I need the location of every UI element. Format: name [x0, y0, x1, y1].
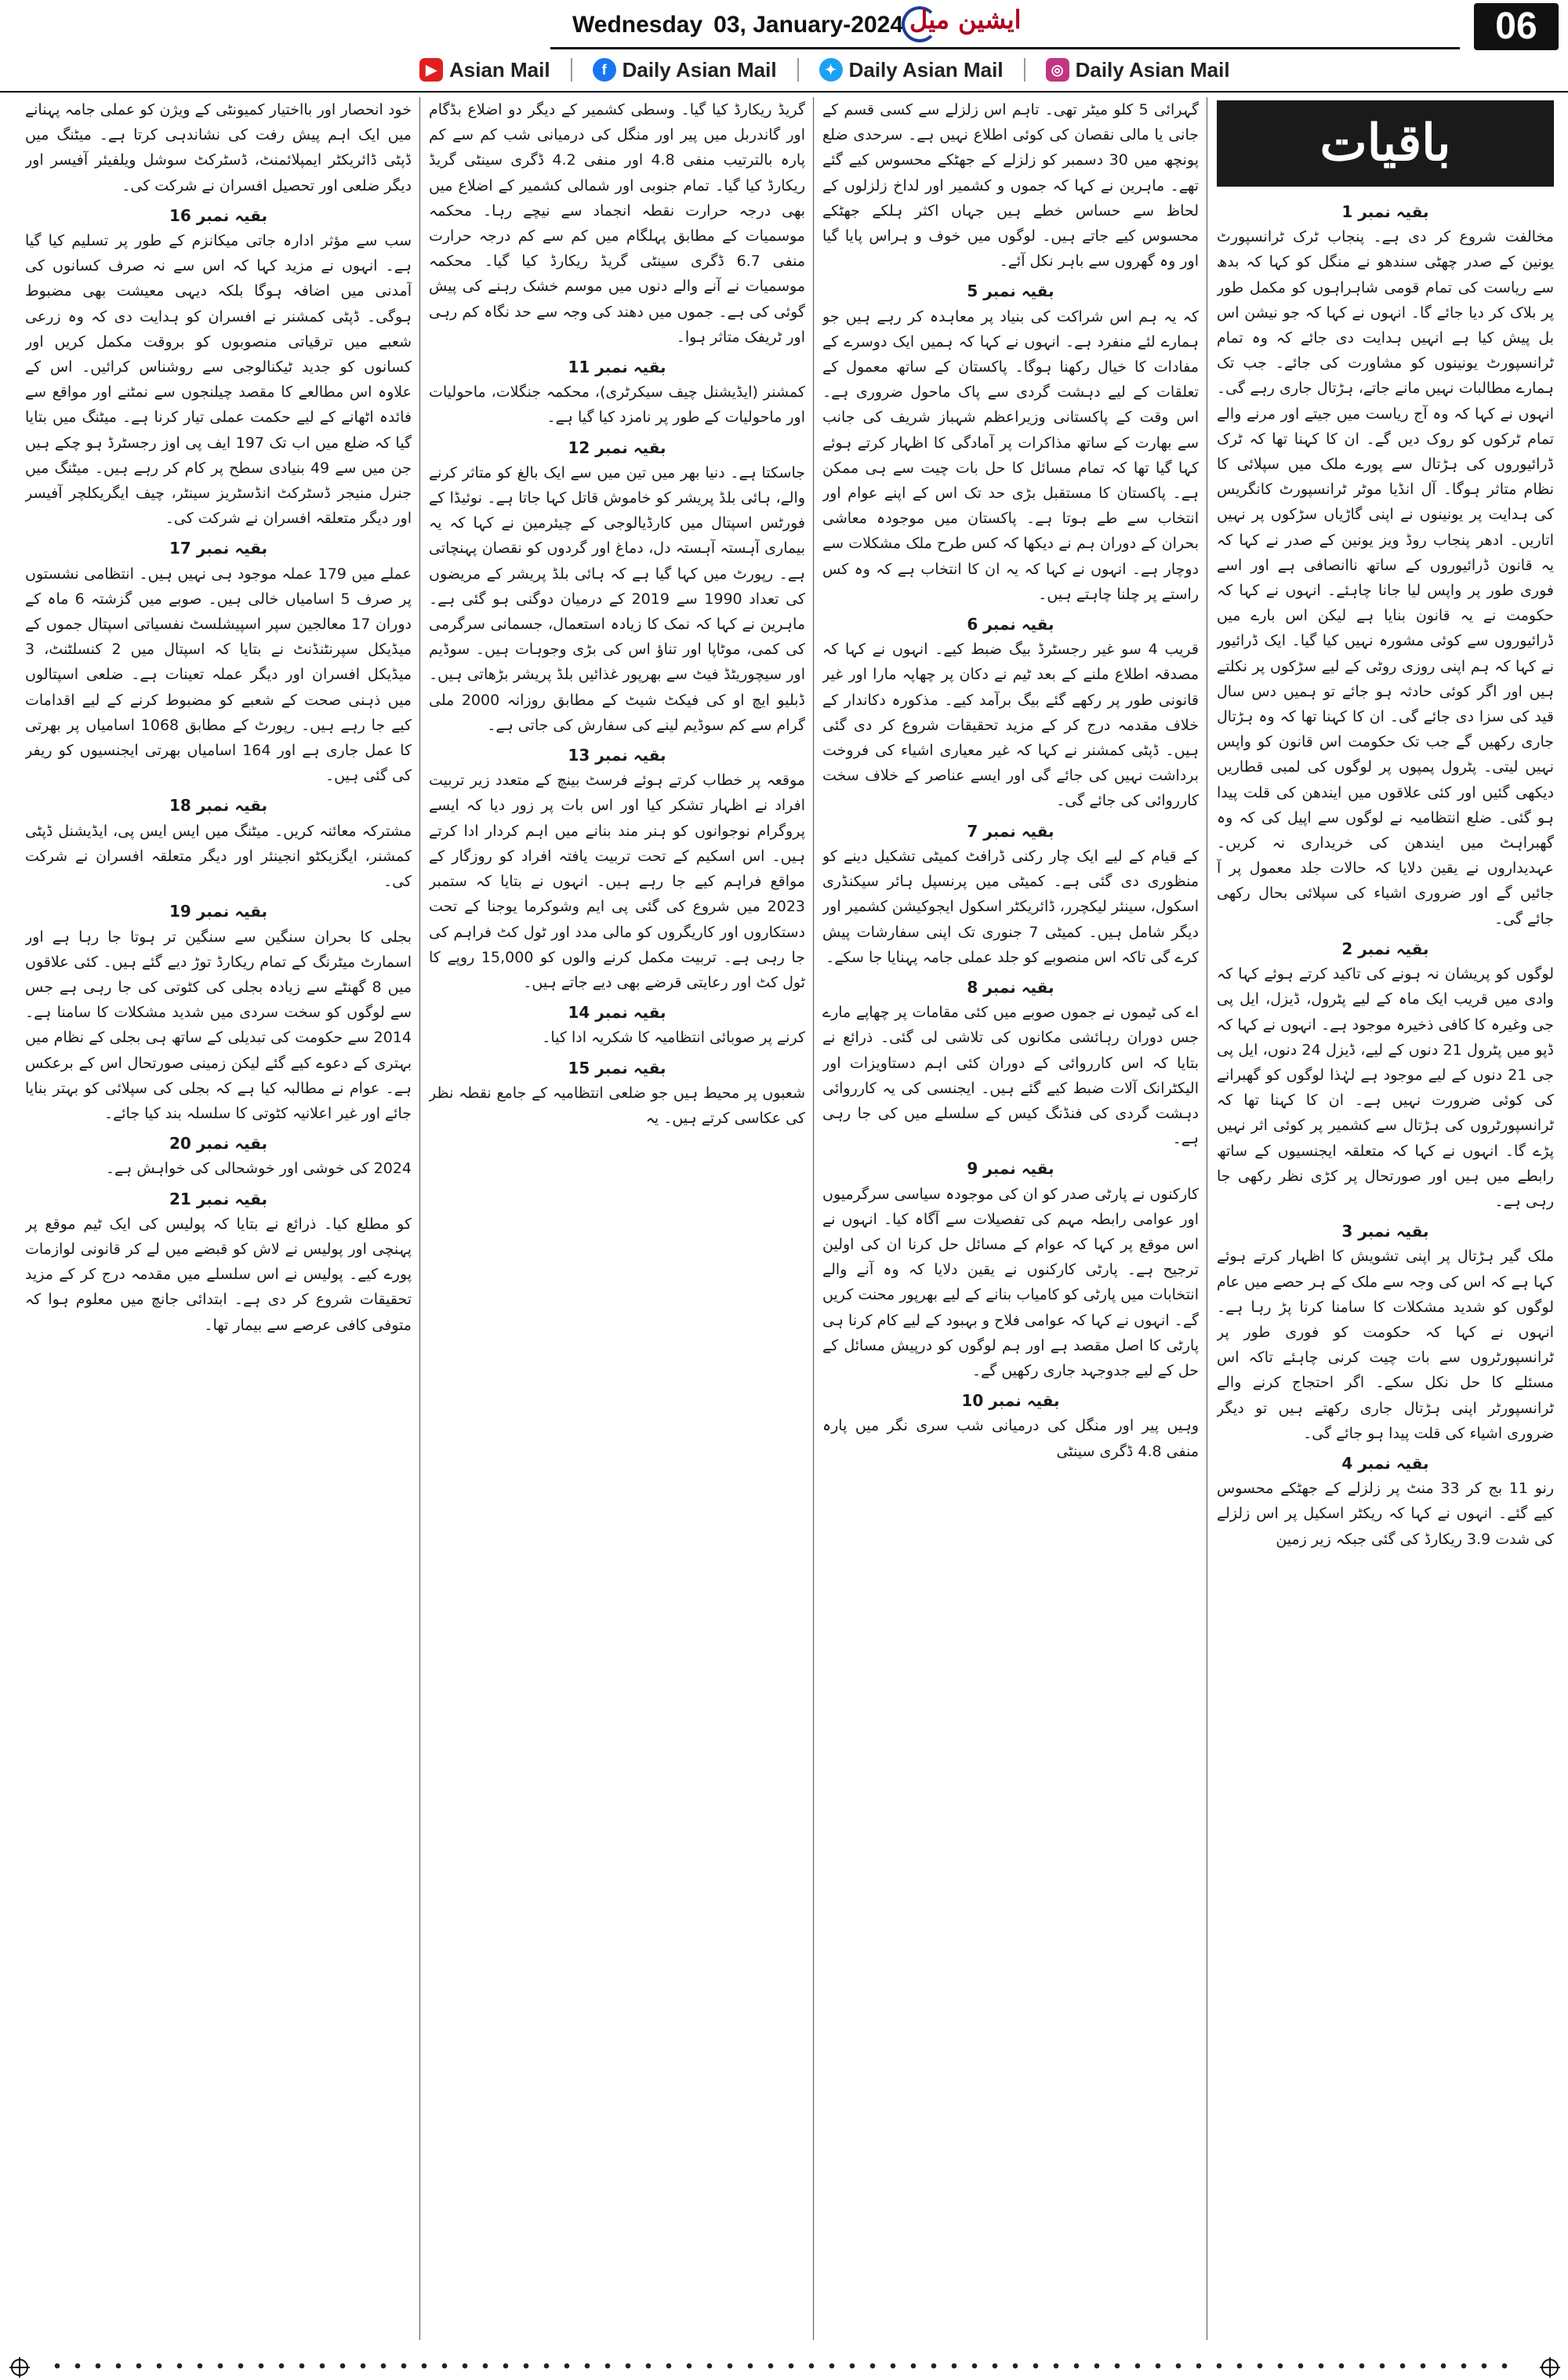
- continuation-heading: بقیہ نمبر 6: [967, 615, 1054, 634]
- continuation-heading: بقیہ نمبر 14: [568, 1003, 666, 1023]
- social-label: Daily Asian Mail: [1075, 57, 1230, 82]
- issue-date-value: 03, January-2024: [713, 12, 904, 38]
- continuation-heading: بقیہ نمبر 21: [169, 1189, 268, 1208]
- page-content: [17, 97, 1554, 2340]
- continuation-text: مشترکہ معائنہ کریں۔ میٹنگ میں ایس ایس پی، ایڈیشنل ڈپٹی کمشنر، ایگزیکٹو انجینئر اور دیگر متعلقہ افسران نے شرکت کی۔: [25, 822, 412, 891]
- social-label: Asian Mail: [449, 57, 550, 82]
- print-footer: [0, 2353, 1568, 2380]
- column-divider: [813, 97, 814, 2340]
- divider: [571, 58, 572, 82]
- continuation-text: اے کی ٹیموں نے جموں صوبے میں کئی مقامات پر چھاپے مارے جس دوران رہائشی مکانوں کی تلاشی لی گئی۔ ذرائع نے بتایا کہ اس کارروائی کے دوران کئی اہم دستاویزات اور الیکٹرانک آلات ضبط کیے گئے ہیں۔ ایجنسی کی یہ کارروائی دہشت گردی کی فنڈنگ کیس کے سلسلے میں کی جا رہی ہے۔: [822, 1004, 1199, 1148]
- continuation-text: مخالفت شروع کر دی ہے۔ پنجاب ٹرک ٹرانسپورٹ یونین کے صدر چھٹی سندھو نے منگل کو کہا کہ بدھ سے ریاست کی تمام قومی شاہراہوں کو مکمل طور پر بلاک کر دیا جائے گا۔ انہوں نے کہا کہ جو نیشن اس بل پیش کیا ہے انہیں ہدایت دی جائے کہ وہ تمام ٹرانسپورٹ یونینوں کو مشاورت کی جائے۔ جب تک ہمارے مطالبات نہیں مانے جاتے، ہڑتال جاری رہے گی۔ انہوں نے کہا کہ وہ آج ریاست میں جیتے اور مرنے والے تمام ٹرکوں کو روک دیں گے۔ ان کا کہنا تھا کہ ٹرک ڈرائیوروں کی ہڑتال سے پورے ملک میں سپلائی کا نظام متاثر ہوگا۔ آل انڈیا موٹر ٹرانسپورٹ کانگریس کی ہدایت پر یونینوں نے اپنی گاڑیاں سڑکوں پر نہیں اتاریں۔ ادھر پنجاب روڈ ویز یونین کے صدر نے کہا کہ یہ قانون ڈرائیوروں کے ساتھ ناانصافی ہے اور اسے فوری طور پر واپس لیا جانا چاہئے۔ انہوں نے کہا کہ حکومت نے یہ قانون بنایا ہے لیکن اس بارے میں ڈرائیوروں سے کوئی مشورہ نہیں کیا گیا۔ ایک ڈرائیور نے کہا کہ ہم اپنی روزی روٹی کے لیے سڑکوں پر نکلتے ہیں اور اگر کوئی حادثہ ہو جائے تو ہمیں دس سال قید کی سزا دی جائے گی۔ ان کا کہنا تھا کہ وہ ہڑتال جاری رکھیں گے جب تک حکومت اس قانون کو واپس نہیں لیتی۔ پٹرول پمپوں پر لوگوں کی لمبی قطاریں دیکھی گئیں اور کئی علاقوں میں ایندھن کی قلت پیدا ہو گئی۔ ضلع انتظامیہ نے لوگوں سے اپیل کی کہ وہ گھبراہٹ میں ایندھن کی خریداری نہ کریں۔ عہدیداروں نے یقین دلایا کہ حالات جلد معمول پر آ جائیں گے اور ضروری اشیاء کی سپلائی بحال رکھی جائے گی۔: [1217, 228, 1554, 928]
- continuation-text: کارکنوں نے پارٹی صدر کو ان کی موجودہ سیاسی سرگرمیوں اور عوامی رابطہ مہم کی تفصیلات سے آگاہ کیا۔ انہوں نے اس موقع پر کہا کہ عوام کے مسائل حل کرنا ان کی اولین ترجیح ہے۔ پارٹی کارکنوں نے یقین دلایا کہ وہ آنے والے انتخابات میں پارٹی کو کامیاب بنانے کے لیے بھرپور محنت کریں گے۔ انہوں نے کہا کہ عوامی فلاح و بہبود کے لیے کام کرنا ہی پارٹی کا اصل مقصد ہے اور ہم لوگوں کو درپیش مسائل کے حل کے لیے جدوجہد جاری رکھیں گے۔: [822, 1185, 1199, 1379]
- youtube-icon: ▶: [419, 58, 443, 82]
- facebook-icon: f: [593, 58, 616, 82]
- continuation-text: ملک گیر ہڑتال پر اپنی تشویش کا اظہار کرتے ہوئے کہا ہے کہ اس کی وجہ سے ملک کے ہر حصے میں عام لوگوں کو شدید مشکلات کا سامنا کرنا پڑ رہا ہے۔ انہوں نے کہا کہ حکومت کو فوری طور پر ٹرانسپورٹروں سے بات چیت کرنی چاہئے تاکہ اس مسئلے کا حل نکل سکے۔ اگر احتجاج کرنے والے ٹرانسپورٹر اپنی ہڑتال جاری رکھتے ہیں تو دیگر ضروری اشیاء کی قلت پیدا ہو جائے گی۔: [1217, 1248, 1554, 1442]
- continuation-heading: بقیہ نمبر 19: [169, 902, 268, 921]
- continuation-text: جاسکتا ہے۔ دنیا بھر میں تین میں سے ایک بالغ کو متاثر کرنے والے، ہائی بلڈ پریشر کو خاموش قاتل کہا جاتا ہے۔ نوئیڈا کے فورٹس اسپتال میں کارڈیالوجی کے چیئرمین نے کہا کہ یہ بیماری آہستہ آہستہ دل، دماغ اور گردوں کو نقصان پہنچاتی ہے۔ رپورٹ میں کہا گیا ہے کہ ہائی بلڈ پریشر کے مریضوں کی تعداد 1990 سے 2019 کے درمیان دوگنی ہو گئی ہے۔ ماہرین نے کہا کہ نمک کا زیادہ استعمال، جسمانی سرگرمی کی کمی، موٹاپا اور تناؤ اس کی بڑی وجوہات ہیں۔ سوڈیم اور سیچوریٹڈ فیٹ سے بھرپور غذائیں بلڈ پریشر بڑھاتی ہیں۔ ڈبلیو ایچ او کی فیکٹ شیٹ کے مطابق روزانہ 2000 ملی گرام سے کم سوڈیم لینے کی سفارش کی جاتی ہے۔: [429, 463, 805, 734]
- continuation-text: رنو 11 بج کر 33 منٹ پر زلزلے کے جھٹکے محسوس کیے گئے۔ انہوں نے کہا کہ ریکٹر اسکیل پر اس زلزلے کی شدت 3.9 ریکارڈ کی گئی جبکہ زیر زمین: [1217, 1480, 1554, 1548]
- continuation-text: عملے میں 179 عملہ موجود ہی نہیں ہیں۔ انتظامی نشستوں پر صرف 5 اسامیاں خالی ہیں۔ صوبے میں گزشتہ 6 ماہ کے دوران 17 معالجین سپر اسپیشلسٹ نفسیاتی اسپتال جموں کے میڈیکل سپرنٹنڈنٹ نے بتایا کہ اسپتال میں 2 کنسلٹنٹ، 3 میڈیکل افسران اور دیگر عملہ تعینات ہے۔ ضلعی اسپتالوں میں ذہنی صحت کے شعبے کو مضبوط کرنے کے لیے اقدامات کیے جا رہے ہیں۔ رپورٹ کے مطابق 1068 اسامیاں پر بھرتی کا عمل جاری ہے اور 164 اسامیاں بھرتی ایجنسیوں کو ریفر کی گئی ہیں۔: [25, 565, 412, 785]
- continuation-heading: بقیہ نمبر 10: [961, 1391, 1060, 1411]
- social-label: Daily Asian Mail: [848, 57, 1004, 82]
- social-label: Daily Asian Mail: [622, 57, 777, 82]
- social-facebook[interactable]: [593, 58, 777, 82]
- continuation-heading: بقیہ نمبر 8: [967, 977, 1054, 997]
- continuation-heading: بقیہ نمبر 11: [568, 358, 666, 377]
- column-4: [25, 97, 412, 2340]
- continuation-heading: بقیہ نمبر 17: [169, 539, 268, 558]
- top-bar: [0, 0, 1568, 49]
- continuation-text: کرنے پر صوبائی انتظامیہ کا شکریہ ادا کیا۔: [542, 1029, 805, 1047]
- continuation-text: وہیں پیر اور منگل کی درمیانی شب سری نگر میں پارہ منفی 4.8 ڈگری سینٹی: [822, 1417, 1199, 1460]
- continuation-heading: بقیہ نمبر 1: [1341, 202, 1429, 221]
- continuation-heading: بقیہ نمبر 4: [1341, 1453, 1429, 1473]
- issue-day: Wednesday: [572, 12, 703, 38]
- continuation-text: کمشنر (ایڈیشنل چیف سیکرٹری)، محکمہ جنگلات، ماحولیات اور ماحولیات کے طور پر نامزد کیا گیا ہے۔: [429, 383, 805, 427]
- column-3: [429, 97, 805, 2340]
- header-rule: [550, 47, 1460, 49]
- registration-mark-icon: [11, 2359, 28, 2376]
- continuation-text: گریڈ ریکارڈ کیا گیا۔ وسطی کشمیر کے دیگر دو اضلاع بڈگام اور گاندربل میں پیر اور منگل کی درمیانی شب کم سے کم پارہ بالترتیب منفی 4.8 اور منفی 4.2 ڈگری سینٹی گریڈ ریکارڈ کیا گیا۔ تمام جنوبی اور شمالی کشمیر کے اضلاع میں بھی درجہ حرارت نقطہ انجماد سے نیچے رہا۔ محکمہ موسمیات کے مطابق پہلگام میں کم سے کم درجہ حرارت منفی 6.7 ڈگری سینٹی گریڈ ریکارڈ کیا گیا۔ محکمہ موسمیات نے آنے والے دنوں میں موسم خشک رہنے کی پیش گوئی کی ہے۔ جموں میں دھند کی وجہ سے حد نگاہ کم رہی اور ٹریفک متاثر ہوا۔: [429, 101, 805, 346]
- continuation-text: قریب 4 سو غیر رجسٹرڈ بیگ ضبط کیے۔ انہوں نے کہا کہ مصدقہ اطلاع ملنے کے بعد ٹیم نے دکان پر چھاپہ مارا اور غیر قانونی طور پر رکھے گئے بیگ برآمد کیے۔ مذکورہ دکاندار کے خلاف مقدمہ درج کر کے مزید تحقیقات شروع کر دی گئی ہیں۔ ڈپٹی کمشنر نے کہا کہ غیر معیاری اشیاء کی فروخت برداشت نہیں کی جائے گی اور ایسے عناصر کے خلاف سخت کارروائی کی جائے گی۔: [822, 641, 1199, 810]
- continuation-heading: بقیہ نمبر 16: [169, 205, 268, 225]
- twitter-icon: ✦: [819, 58, 843, 82]
- continuation-text: 2024 کی خوشی اور خوشحالی کی خواہش ہے۔: [105, 1160, 412, 1178]
- continuation-heading: بقیہ نمبر 13: [568, 746, 666, 765]
- continuation-text: خود انحصار اور بااختیار کمیونٹی کے ویژن کو عملی جامہ پہنانے میں ایک اہم پیش رفت کی نشاندہی کرتا ہے۔ میٹنگ میں ڈپٹی ڈائریکٹر ایمپلائمنٹ، ڈسٹرکٹ سوشل ویلفیئر آفیسر اور دیگر ضلعی اور تحصیل افسران نے شرکت کی۔: [25, 101, 412, 194]
- continuation-text: شعبوں پر محیط ہیں جو ضلعی انتظامیہ کے جامع نقطہ نظر کی عکاسی کرتے ہیں۔ یہ: [429, 1084, 805, 1127]
- continuation-text: گہرائی 5 کلو میٹر تھی۔ تاہم اس زلزلے سے کسی قسم کے جانی یا مالی نقصان کی کوئی اطلاع نہیں ہے۔ سرحدی ضلع پونچھ میں 30 دسمبر کو زلزلے کے جھٹکے محسوس کیے گئے تھے۔ ماہرین نے کہا کہ جموں و کشمیر اور لداخ زلزلوں کے لحاظ سے حساس خطے ہیں جہاں اکثر ہلکے جھٹکے محسوس کیے جاتے ہیں۔ لوگوں میں خوف و ہراس پایا گیا اور وہ گھروں سے باہر نکل آئے۔: [822, 101, 1199, 271]
- continuation-heading: بقیہ نمبر 20: [169, 1134, 268, 1154]
- instagram-icon: ◎: [1046, 58, 1069, 82]
- continuation-text: کے قیام کے لیے ایک چار رکنی ڈرافٹ کمیٹی تشکیل دینے کو منظوری دی گئی ہے۔ کمیٹی میں پرنسپل ہائر سیکنڈری اسکول، سینئر لیکچرر، ڈائریکٹر اسکول ایجوکیشن کشمیر اور دیگر شامل ہیں۔ کمیٹی 7 جنوری تک اپنی سفارشات پیش کرے گی تاکہ اس منصوبے کو جلد عملی جامہ پہنایا جا سکے۔: [822, 847, 1199, 966]
- continuation-text: سب سے مؤثر ادارہ جاتی میکانزم کے طور پر تسلیم کیا گیا ہے۔ انہوں نے مزید کہا کہ اس سے نہ صرف کسانوں کی آمدنی میں اضافہ ہوگا بلکہ دیہی معیشت بھی مضبوط ہوگی۔ ڈپٹی کمشنر نے افسران کو ہدایت دی کہ وہ زرعی شعبے میں ترقیاتی منصوبوں کو بروقت مکمل کریں اور کسانوں کو جدید ٹیکنالوجی سے روشناس کرائیں۔ اس کے علاوہ اس مطالعے کا مقصد چیلنجوں سے نمٹنے اور مواقع سے فائدہ اٹھانے کے لیے حکمت عملی تیار کرنا ہے۔ میٹنگ میں بتایا گیا کہ ضلع میں اب تک 197 ایف پی اوز رجسٹرڈ ہو چکے ہیں جن میں سے 49 بنیادی سطح پر کام کر رہے ہیں۔ میٹنگ میں جنرل منیجر ڈسٹرکٹ انڈسٹریز سینٹر، چیف ایگریکلچر آفیسر اور دیگر متعلقہ افسران نے شرکت کی۔: [25, 232, 412, 528]
- continuation-text: کہ یہ ہم اس شراکت کی بنیاد پر معاہدہ کر رہے ہیں جو ہمارے لئے منفرد ہے۔ انہوں نے کہا کہ ہمیں ایک دوسرے کے مفادات کا خیال رکھنا ہوگا۔ پاکستان کے ساتھ معمول کے تعلقات کے لیے دہشت گردی سے پاک ماحول ضروری ہے۔ اس وقت کے پاکستانی وزیراعظم شہباز شریف کی جانب سے بھارت کے ساتھ مذاکرات پر آمادگی کا اظہار کرتے ہوئے کہا گیا تھا کہ تمام مسائل کا حل بات چیت سے ہی ممکن ہے۔ پاکستان کا مستقبل بڑی حد تک اس کے اپنے عوام اور انتخاب سے طے ہوتا ہے۔ پاکستان میں موجودہ معاشی بحران کے دوران ہم نے دیکھا کہ کس طرح ملک مشکلات سے دوچار ہے۔ انہوں نے کہا کہ یہ ان کا انتخاب ہے کہ وہ کس راستے پر چلنا چاہتے ہیں۔: [822, 307, 1199, 603]
- continuation-heading: بقیہ نمبر 3: [1341, 1222, 1429, 1241]
- divider: [1024, 58, 1025, 82]
- masthead: [0, 0, 1568, 93]
- continuation-heading: بقیہ نمبر 2: [1341, 939, 1429, 958]
- continuation-text: بجلی کا بحران سنگین سے سنگین تر ہوتا جا رہا ہے اور اسمارٹ میٹرنگ کے تمام ریکارڈ توڑ دیے گئے ہیں۔ کئی علاقوں میں 8 گھنٹے سے زیادہ بجلی کی کٹوتی کی جا رہی ہے جس سے لوگوں کو سخت سردی میں شدید مشکلات کا سامنا ہے۔ 2014 سے حکومت کی تبدیلی کے ساتھ ہی بجلی کے نظام میں بہتری کے دعوے کیے گئے لیکن زمینی صورتحال اس کے برعکس ہے۔ عوام نے مطالبہ کیا ہے کہ بجلی کی سپلائی کو بہتر بنایا جائے اور غیر اعلانیہ کٹوتی کا سلسلہ بند کیا جائے۔: [25, 928, 412, 1122]
- continuation-heading: بقیہ نمبر 15: [568, 1058, 666, 1077]
- continuation-text: کو مطلع کیا۔ ذرائع نے بتایا کہ پولیس کی ایک ٹیم موقع پر پہنچی اور پولیس نے لاش کو قبضے میں لے کر قانونی لوازمات پورے کیے۔ پولیس نے اس سلسلے میں مقدمہ درج کر کے مزید تحقیقات شروع کر دی ہے۔ ابتدائی جانچ میں معلوم ہوا کہ متوفی کافی عرصے سے بیمار تھا۔: [25, 1215, 412, 1334]
- page-number: 06: [1474, 3, 1559, 50]
- newspaper-logo: ایشین میل: [909, 5, 1022, 35]
- social-instagram[interactable]: [1046, 58, 1230, 82]
- continuation-text: لوگوں کو پریشان نہ ہونے کی تاکید کرتے ہوئے کہا کہ وادی میں قریب ایک ماہ کے لیے پٹرول، ڈیزل، ایل پی جی وغیرہ کا کافی ذخیرہ موجود ہے۔ انہوں نے کہا کہ ڈپو میں پٹرول 21 دنوں کے لیے، ڈیزل 24 دنوں، ایل پی جی 21 دنوں کے لیے موجود ہے لہٰذا لوگوں کو گھبرانے کی کوئی ضرورت نہیں ہے۔ ان کا کہنا تھا کہ ٹرانسپورٹروں کی ہڑتال سے کشمیر پر کوئی اثر نہیں پڑے گا۔ انہوں نے کہا کہ متعلقہ ایجنسیوں کے ساتھ رابطے میں ہیں اور صورتحال پر کڑی نظر رکھی جا رہی ہے۔: [1217, 965, 1554, 1210]
- continuation-text: موقعہ پر خطاب کرتے ہوئے فرسٹ بینچ کے متعدد زیر تربیت افراد نے اظہار تشکر کیا اور اس بات پر زور دیا کہ ایسے پروگرام نوجوانوں کو ہنر مند بنانے میں اہم کردار ادا کرتے ہیں۔ اس اسکیم کے تحت تربیت یافتہ افراد کو روزگار کے مواقع فراہم کیے جا رہے ہیں۔ انہوں نے بتایا کہ ستمبر 2023 میں شروع کی گئی پی ایم وشوکرما یوجنا کے تحت دستکاروں اور کاریگروں کو مالی مدد اور ٹول کٹ فراہم کی جا رہی ہے۔ تربیت مکمل کرنے والوں کو 15,000 روپے کا ٹول کٹ اور رعایتی قرضے بھی دیے جاتے ہیں۔: [429, 772, 805, 991]
- continuation-heading: بقیہ نمبر 7: [967, 821, 1054, 841]
- column-2: [822, 97, 1199, 2340]
- header-bottom-rule: [0, 91, 1568, 93]
- social-youtube[interactable]: [419, 58, 550, 82]
- issue-date: [572, 8, 903, 42]
- section-title: باقیات: [1217, 100, 1554, 187]
- continuation-heading: بقیہ نمبر 18: [169, 796, 268, 816]
- continuation-heading: بقیہ نمبر 12: [568, 438, 666, 457]
- column-1: [1217, 194, 1554, 2340]
- social-links: [419, 53, 1230, 86]
- divider: [797, 58, 799, 82]
- continuation-heading: بقیہ نمبر 5: [967, 282, 1054, 301]
- continuation-heading: بقیہ نمبر 9: [967, 1159, 1054, 1179]
- registration-mark-icon: [1541, 2359, 1559, 2376]
- halftone-strip: [47, 2360, 1521, 2371]
- column-divider: [419, 97, 420, 2340]
- social-twitter[interactable]: [819, 58, 1004, 82]
